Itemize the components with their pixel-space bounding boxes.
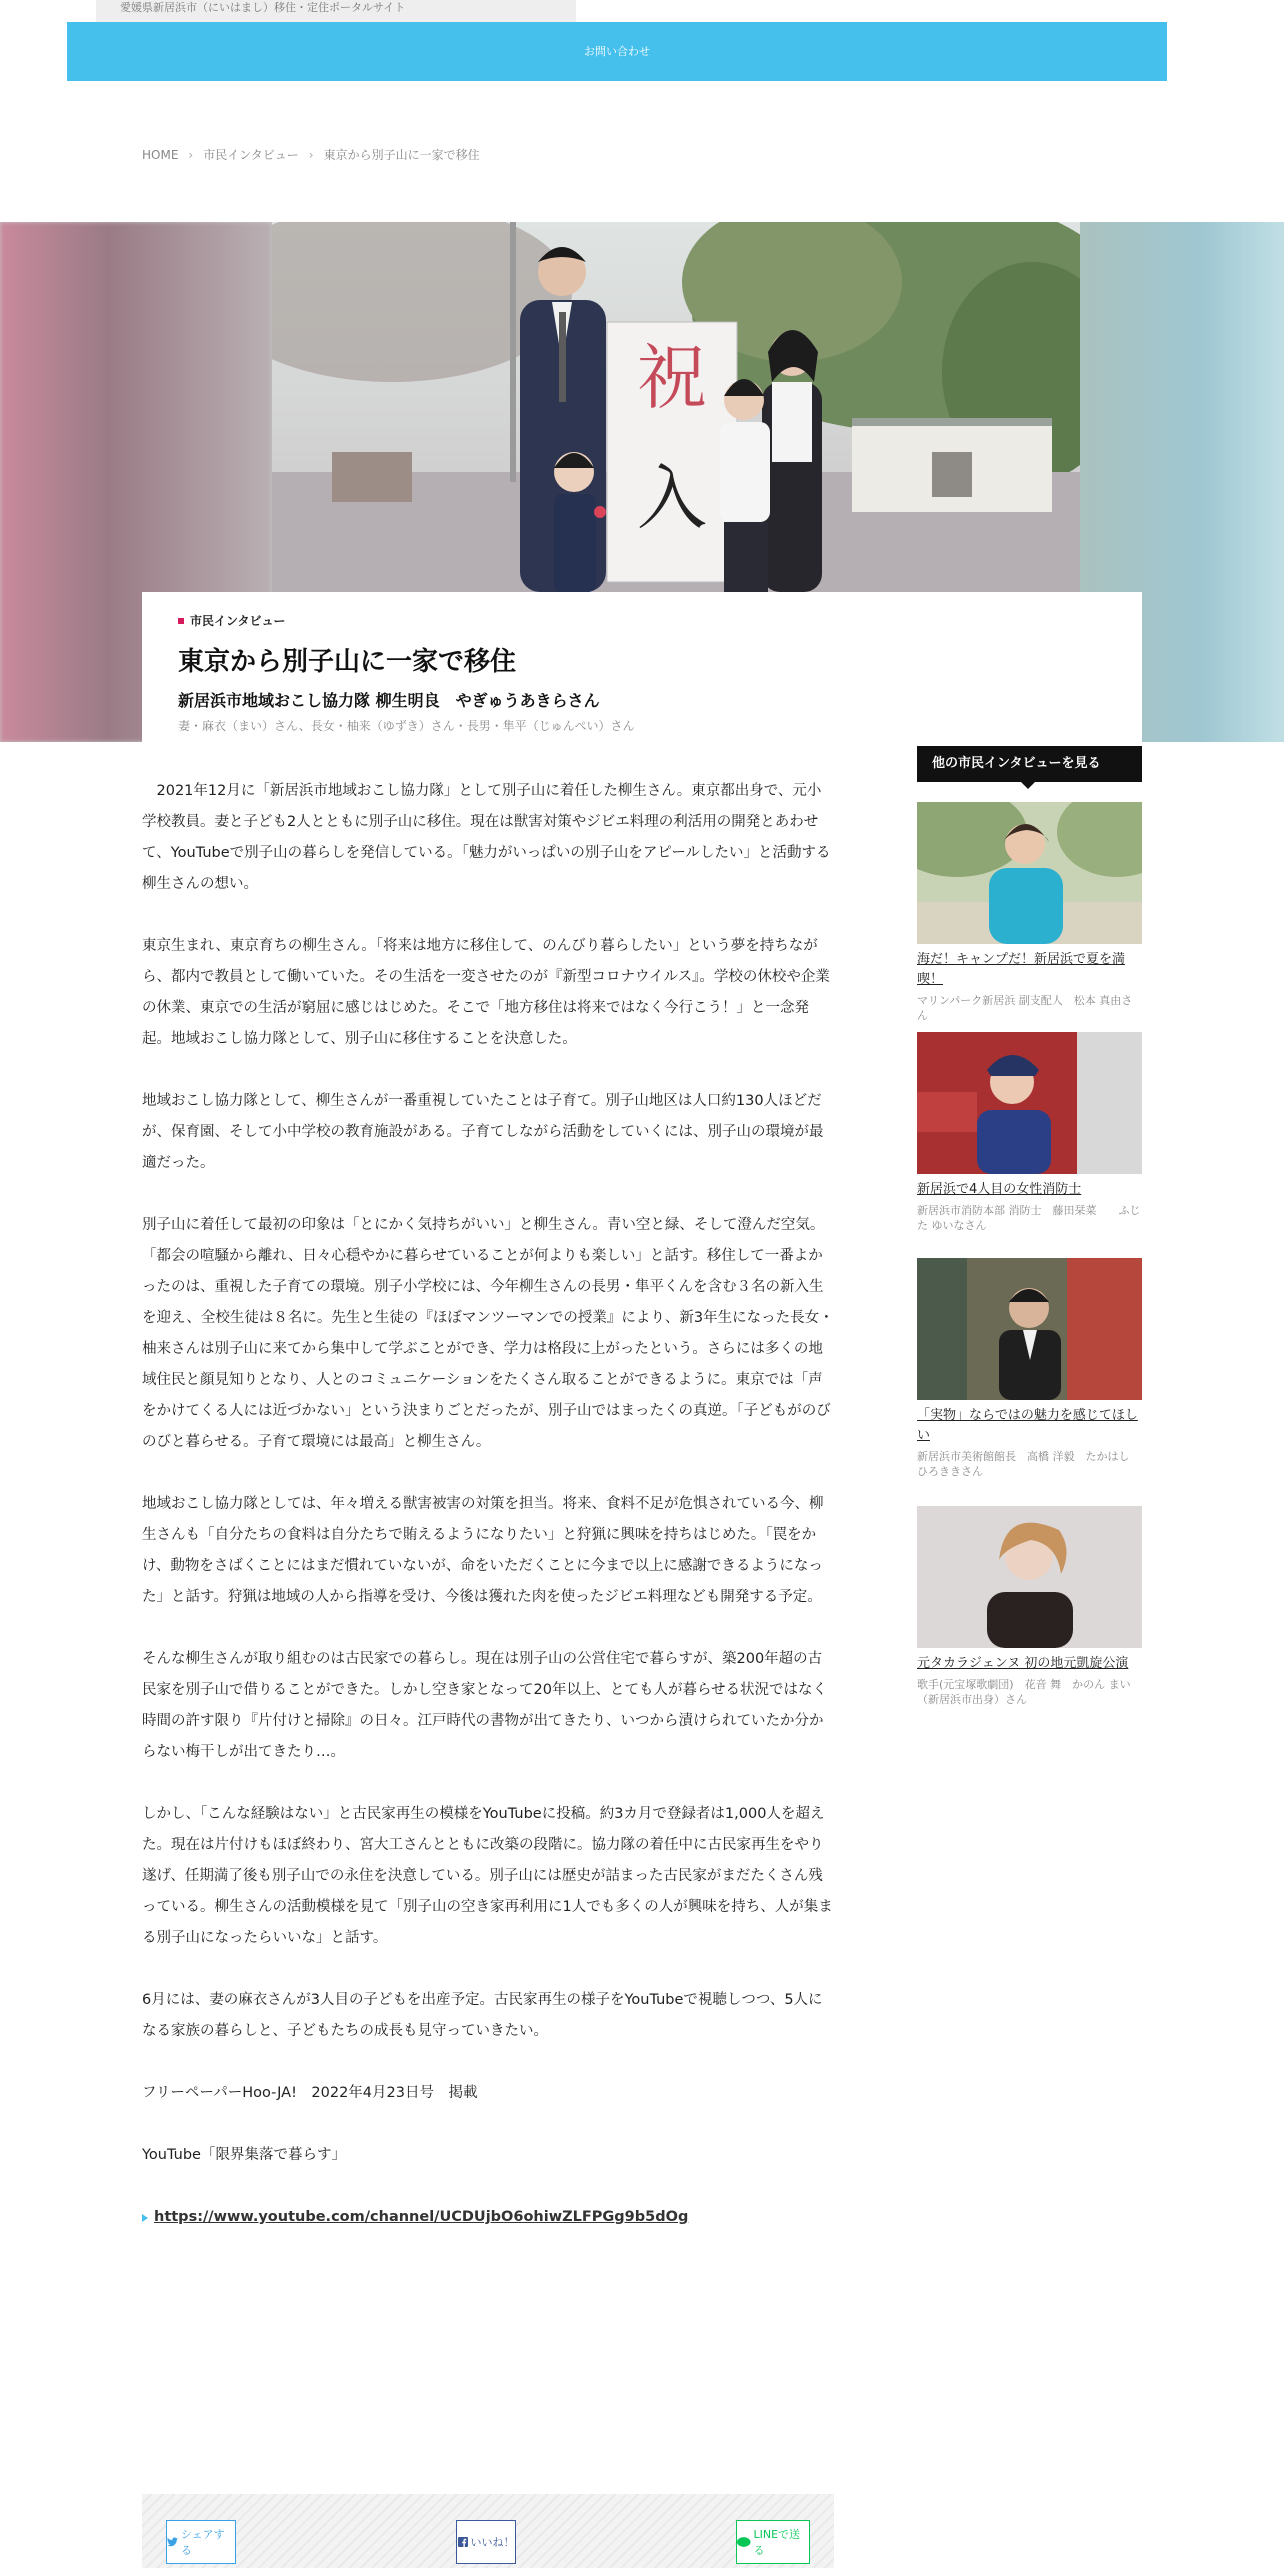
facebook-icon [458,2537,468,2547]
sign-char-1: 祝 [637,337,707,419]
interview-card-subtitle: 新居浜市美術館館長 高橋 洋毅 たかはし ひろききさん [917,1450,1130,1478]
interview-card-image [917,1258,1142,1400]
line-share-label: LINEで送る [753,2528,801,2557]
breadcrumb-home[interactable]: HOME [142,147,179,162]
breadcrumb [142,146,480,163]
line-icon [737,2537,751,2547]
interview-card-subtitle: 新居浜市消防本部 消防士 藤田栞菜 ふじた ゆいなさん [917,1204,1141,1232]
twitter-share-label: シェアする [180,2528,225,2557]
twitter-icon [167,2537,178,2547]
breadcrumb-current: 東京から別子山に一家で移住 [323,148,480,162]
interview-card-title: 元タカラジェンヌ 初の地元凱旋公演 [917,1656,1129,1671]
interview-card-1[interactable] [917,802,1142,1023]
source-note: フリーペーパーHoo-JA! 2022年4月23日号 掲載 [142,2085,478,2101]
family-info: 妻・麻衣（まい）さん、長女・柚来（ゆずき）さん・長男・隼平（じゅんぺい）さん [178,719,635,733]
interview-card-image [917,1506,1142,1648]
twitter-share-button[interactable] [166,2520,236,2564]
facebook-like-label: いいね！ [470,2536,515,2549]
interview-card-title: 「実物」ならではの魅力を感じてほしい [917,1408,1138,1443]
sidebar [917,746,1142,1706]
interview-card-3[interactable] [917,1258,1142,1479]
share-bar [142,2494,834,2568]
site-description: 愛媛県新居浜市（にいはまし）移住・定住ポータルサイト [96,0,576,22]
hero-photo [272,222,1080,592]
article-paragraph: 2021年12月に「新居浜市地域おこし協力隊」として別子山に着任した柳生さん。東京都出身で、元小学校教員。妻と子ども2人とともに別子山に移住。現在は獣害対策やジビエ料理の利活用の開発とあわせて、YouTubeで別子山の暮らしを発信している。「魅力がいっぱいの別子山をアピールしたい」と活動する柳生さんの想い。 [142,783,831,892]
interview-card-title: 新居浜で4人目の女性消防士 [917,1182,1082,1197]
top-strip [0,0,1284,22]
sidebar-heading: 他の市民インタビューを見る [917,746,1142,782]
interview-card-subtitle: 歌手(元宝塚歌劇団) 花音 舞 かのん まい（新居浜市出身）さん [917,1678,1131,1706]
article-paragraph: 地域おこし協力隊としては、年々増える獣害被害の対策を担当。将来、食料不足が危惧されている今、柳生さんも「自分たちの食料は自分たちで賄えるようになりたい」と狩猟に興味を持ちはじめた。「罠をかけ、動物をさばくことにはまだ慣れていないが、命をいただくことに今まで以上に感謝できるようになった」と話す。狩猟は地域の人から指導を受け、今後は獲れた肉を使ったジビエ料理なども開発する予定。 [142,1496,824,1605]
chevron-right-icon: › [188,147,194,162]
facebook-like-button[interactable] [456,2520,516,2564]
interview-card-subtitle: マリンパーク新居浜 副支配人 松本 真由さん [917,994,1133,1022]
line-share-button[interactable] [736,2520,810,2564]
chevron-right-icon: › [308,147,314,162]
article-paragraph: そんな柳生さんが取り組むのは古民家での暮らし。現在は別子山の公営住宅で暮らすが、築200年超の古民家を別子山で借りることができた。しかし空き家となって20年以上、とても人が暮らせる状況ではなく時間の許す限り『片付けと掃除』の日々。江戸時代の書物が出てきたり、いつから漬けられていたか分からない梅干しが出てきたり…。 [142,1651,828,1760]
youtube-url: https://www.youtube.com/channel/UCDUjbO6ohiwZLFPGg9b5dOg [154,2209,689,2225]
contact-button[interactable]: お問い合わせ [67,22,1167,81]
category-text: 市民インタビュー [190,614,286,628]
youtube-link[interactable] [142,2202,834,2233]
interview-card-4[interactable] [917,1506,1142,1707]
article-paragraph: しかし、「こんな経験はない」と古民家再生の模様をYouTubeに投稿。約3カ月で登録者は1,000人を超えた。現在は片付けもほぼ終わり、宮大工さんとともに改築の段階に。協力隊の着任中に古民家再生をやり遂げ、任期満了後も別子山での永住を決意している。別子山には歴史が詰まった古民家がまだたくさん残っている。柳生さんの活動模様を見て「別子山の空き家再利用に1人でも多くの人が興味を持ち、人が集まる別子山になったらいいな」と話す。 [142,1806,833,1946]
article-header-card [142,592,1142,742]
breadcrumb-category[interactable]: 市民インタビュー [203,148,299,162]
article-paragraph: 地域おこし協力隊として、柳生さんが一番重視していたことは子育て。別子山地区は人口約130人ほどだが、保育園、そして小中学校の教育施設がある。子育てしながら活動をしていくには、別子山の環境が最適だった。 [142,1093,824,1171]
interview-card-image [917,1032,1142,1174]
sign-char-2: 入 [637,457,707,539]
triangle-right-icon [142,2214,148,2222]
article-body [142,776,834,2233]
interviewee-name: 新居浜市地域おこし協力隊 柳生明良 やぎゅうあきらさん [178,691,600,710]
square-bullet-icon [178,618,184,624]
article-paragraph: 別子山に着任して最初の印象は「とにかく気持ちがいい」と柳生さん。青い空と緑、そして澄んだ空気。「都会の喧騒から離れ、日々心穏やかに暮らせていることが何よりも楽しい」と話す。移住して一番よかったのは、重視した子育ての環境。別子小学校には、今年柳生さんの長男・隼平くんを含む３名の新入生を迎え、全校生徒は８名に。先生と生徒の『ほぼマンツーマンでの授業』により、新3年生になった長女・柚来さんは別子山に来てから集中して学ぶことができ、学力は格段に上がったという。さらには多くの地域住民と顔見知りとなり、人とのコミュニケーションをたくさん取ることができるように。東京では「声をかけてくる人には近づかない」という決まりごとだったが、別子山ではまったくの真逆。「子どもがのびのびと暮らせる。子育て環境には最高」と柳生さん。 [142,1217,834,1450]
article-paragraph: 6月には、妻の麻衣さんが3人目の子どもを出産予定。古民家再生の様子をYouTubeで視聴しつつ、5人になる家族の暮らしと、子どもたちの成長も見守っていきたい。 [142,1992,823,2039]
interview-card-title: 海だ！キャンプだ！新居浜で夏を満喫！ [917,952,1126,987]
interview-card-image [917,802,1142,944]
youtube-label: YouTube「限界集落で暮らす」 [142,2147,346,2163]
interview-card-2[interactable] [917,1032,1142,1233]
article-paragraph: 東京生まれ、東京育ちの柳生さん。「将来は地方に移住して、のんびり暮らしたい」という夢を持ちながら、都内で教員として働いていた。その生活を一変させたのが『新型コロナウイルス』。学校の休校や企業の休業、東京での生活が窮屈に感じはじめた。そこで「地方移住は将来ではなく今行こう！」と一念発起。地域おこし協力隊として、別子山に移住することを決意した。 [142,938,830,1047]
category-label [178,612,1106,629]
page-title: 東京から別子山に一家で移住 [178,647,517,677]
